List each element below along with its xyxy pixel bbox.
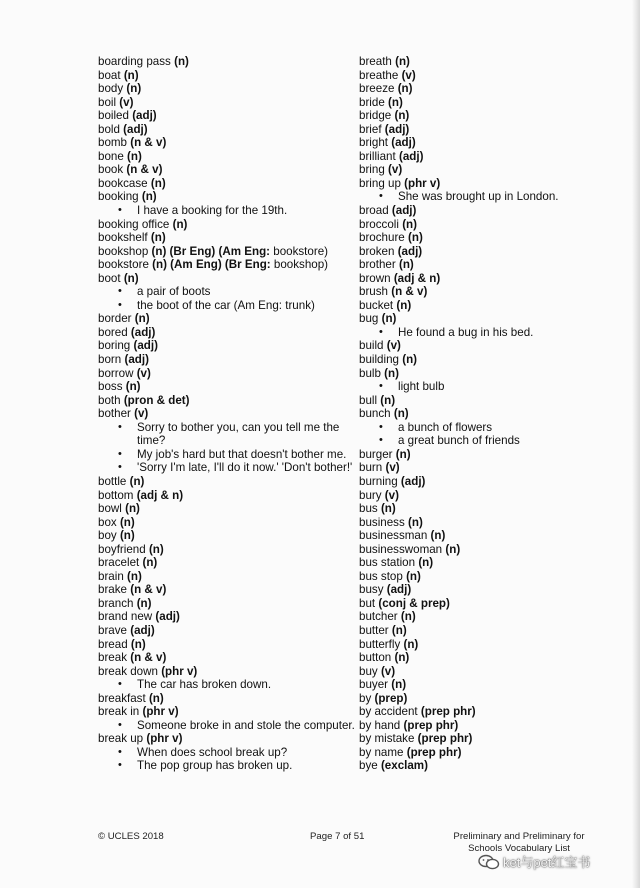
entry-word: by (359, 691, 372, 705)
vocab-entry (359, 624, 619, 638)
entry-word: bring up (359, 176, 401, 190)
entry-part-of-speech: (v) (119, 95, 134, 109)
entry-word: brand new (98, 610, 153, 624)
vocab-entry (359, 665, 619, 679)
entry-word: bull (359, 393, 378, 407)
entry-part-of-speech: (n) (402, 217, 417, 231)
vocab-entry (359, 82, 619, 96)
example-sentence: • Someone broke in and stole the computer. (98, 719, 358, 733)
entry-word: bright (359, 136, 389, 150)
entry-word: bridge (359, 109, 392, 123)
entry-part-of-speech: (adj) (132, 109, 157, 123)
vocab-entry (98, 651, 358, 665)
vocab-entry (98, 218, 358, 232)
entry-part-of-speech: (n) (123, 68, 139, 82)
vocab-entry (98, 692, 358, 706)
vocab-entry (98, 380, 358, 394)
entry-part-of-speech: (phr v) (142, 705, 179, 719)
vocab-entry (359, 570, 619, 584)
vocab-entry (98, 312, 358, 326)
entry-part-of-speech: (adj) (397, 244, 423, 258)
vocab-entry (359, 638, 619, 652)
entry-part-of-speech: (n) (130, 637, 146, 651)
entry-part-of-speech: (adj) (386, 583, 412, 597)
entry-part-of-speech: (n) (408, 515, 423, 529)
vocab-entry (98, 556, 358, 570)
entry-word: brother (359, 258, 396, 272)
entry-word: busy (359, 583, 384, 597)
example-sentence: • I have a booking for the 19th. (98, 204, 358, 218)
example-sentence: • a pair of boots (98, 285, 358, 299)
entry-word: boring (98, 339, 131, 353)
vocab-entry (359, 353, 619, 367)
example-sentence: • 'Sorry I'm late, I'll do it now.' 'Don't bother!' (98, 461, 358, 475)
entry-word: build (359, 339, 384, 353)
entry-word: breeze (359, 82, 395, 96)
vocab-entry (98, 272, 358, 286)
entry-word: broken (359, 244, 395, 258)
entry-part-of-speech: (n & v) (130, 136, 167, 150)
entry-word: break down (98, 664, 158, 678)
entry-part-of-speech: (n) (Am Eng) (Br Eng: (152, 258, 271, 272)
entry-word: brief (359, 122, 382, 136)
entry-part-of-speech: (n) (148, 691, 164, 705)
example-sentence: • a bunch of flowers (359, 421, 619, 435)
entry-word: brilliant (359, 149, 396, 163)
entry-word: boil (98, 95, 117, 109)
entry-word: bookcase (98, 176, 148, 190)
vocab-entry (98, 597, 358, 611)
watermark-text: ket与pet红宝书 (503, 855, 591, 870)
entry-word: businesswoman (359, 542, 443, 556)
vocab-entry (359, 218, 619, 232)
vocab-entry (98, 177, 358, 191)
entry-word: but (359, 596, 376, 610)
entry-part-of-speech: (n & v) (391, 285, 428, 299)
entry-word: burning (359, 474, 398, 488)
entry-part-of-speech: (n) (400, 610, 416, 624)
vocab-entry (359, 489, 619, 503)
entry-word: boy (98, 529, 117, 543)
entry-part-of-speech: (n) (381, 312, 397, 326)
entry-part-of-speech: (n) (119, 515, 135, 529)
entry-part-of-speech: (v) (380, 664, 396, 678)
entry-part-of-speech: (n) (148, 542, 164, 556)
entry-part-of-speech: (n) (125, 380, 141, 394)
entry-word: boarding pass (98, 55, 171, 68)
entry-word: bread (98, 637, 128, 651)
entry-part-of-speech: (n) (134, 312, 150, 326)
vocab-entry (98, 543, 358, 557)
entry-part-of-speech: (n) (394, 651, 410, 665)
example-sentence: • The car has broken down. (98, 678, 358, 692)
vocab-entry (98, 705, 358, 719)
entry-part-of-speech: (adj) (400, 474, 426, 488)
entry-word: breathe (359, 68, 399, 82)
entry-part-of-speech: (prep phr) (417, 732, 473, 746)
entry-word: boot (98, 271, 121, 285)
entry-word: born (98, 353, 122, 367)
entry-part-of-speech: (conj & prep) (378, 596, 450, 610)
entry-word: bowl (98, 502, 122, 516)
entry-word: bookshelf (98, 231, 148, 245)
vocab-entry (98, 82, 358, 96)
entry-word: burger (359, 447, 393, 461)
entry-part-of-speech: (phr v) (404, 176, 441, 190)
entry-word: butter (359, 623, 389, 637)
entry-part-of-speech: (n) (384, 366, 399, 380)
vocab-entry (98, 638, 358, 652)
vocab-entry (359, 69, 619, 83)
entry-part-of-speech: (n) (174, 55, 189, 68)
entry-word: by mistake (359, 732, 415, 746)
vocab-entry (98, 326, 358, 340)
vocab-entry (359, 299, 619, 313)
entry-part-of-speech: (n & v) (130, 583, 167, 597)
entry-word: box (98, 515, 117, 529)
vocab-entry (359, 475, 619, 489)
entry-word: boat (98, 68, 121, 82)
vocab-entry (359, 258, 619, 272)
entry-part-of-speech: (adj) (130, 325, 156, 339)
entry-part-of-speech: (adj) (391, 204, 417, 218)
vocab-entry (359, 583, 619, 597)
entry-part-of-speech: (n) (402, 353, 418, 367)
vocab-entry (359, 204, 619, 218)
vocab-entry (359, 732, 619, 746)
entry-word: brown (359, 271, 391, 285)
entry-part-of-speech: (n & v) (130, 651, 167, 665)
entry-word: bracelet (98, 556, 140, 570)
entry-part-of-speech: (n) (430, 529, 446, 543)
right-column (359, 55, 619, 773)
vocab-entry (359, 285, 619, 299)
entry-part-of-speech: (prep phr) (420, 705, 476, 719)
entry-part-of-speech: (v) (384, 488, 399, 502)
footer-title-line2: Schools Vocabulary List (468, 842, 570, 854)
entry-part-of-speech: (n) (Br Eng) (Am Eng: (151, 244, 271, 258)
vocab-entry (359, 55, 619, 69)
entry-word: by hand (359, 718, 401, 732)
entry-part-of-speech: (n) (142, 556, 158, 570)
entry-part-of-speech: (n) (125, 502, 140, 516)
vocab-entry (359, 163, 619, 177)
entry-word: break up (98, 732, 144, 746)
vocab-entry (359, 245, 619, 259)
vocab-entry (98, 123, 358, 137)
entry-part-of-speech: (n) (380, 502, 396, 516)
entry-word: by name (359, 745, 404, 759)
vocab-entry (359, 96, 619, 110)
entry-word: breakfast (98, 691, 146, 705)
entry-word: broccoli (359, 217, 399, 231)
vocab-entry (98, 583, 358, 597)
example-sentence: • He found a bug in his bed. (359, 326, 619, 340)
entry-word: boiled (98, 109, 129, 123)
entry-part-of-speech: (n) (445, 542, 461, 556)
entry-word: booking (98, 190, 139, 204)
entry-part-of-speech: (prep phr) (403, 718, 459, 732)
entry-word: butterfly (359, 637, 401, 651)
entry-part-of-speech: (adj) (398, 149, 424, 163)
vocab-entry (359, 150, 619, 164)
entry-word: by accident (359, 705, 418, 719)
vocab-entry (359, 339, 619, 353)
entry-part-of-speech: (n) (393, 407, 409, 421)
vocab-entry (98, 190, 358, 204)
example-sentence: • light bulb (359, 380, 619, 394)
vocab-entry (359, 759, 619, 773)
entry-part-of-speech: (n & v) (126, 163, 163, 177)
vocab-entry (98, 610, 358, 624)
footer-title (444, 831, 594, 854)
entry-word: button (359, 651, 392, 665)
vocab-entry (98, 96, 358, 110)
vocab-entry (98, 231, 358, 245)
entry-word: breath (359, 55, 392, 68)
vocab-entry (359, 692, 619, 706)
vocab-entry (98, 570, 358, 584)
vocab-entry (98, 55, 358, 69)
vocab-entry (359, 610, 619, 624)
vocab-entry (359, 272, 619, 286)
vocab-entry (98, 136, 358, 150)
entry-word: break in (98, 705, 140, 719)
vocab-entry (359, 597, 619, 611)
vocab-entry (359, 502, 619, 516)
entry-part-of-speech: (n) (150, 176, 166, 190)
entry-part-of-speech: (adj & n) (393, 271, 441, 285)
entry-word: borrow (98, 366, 134, 380)
entry-word: bookstore (98, 258, 149, 272)
vocab-entry (359, 394, 619, 408)
entry-part-of-speech: (v) (386, 339, 401, 353)
entry-part-of-speech: (n) (396, 298, 412, 312)
entry-word: bomb (98, 136, 128, 150)
vocab-entry (98, 665, 358, 679)
example-sentence: • When does school break up? (98, 746, 358, 760)
vocab-entry (98, 163, 358, 177)
vocab-entry (359, 705, 619, 719)
vocab-entry (359, 678, 619, 692)
entry-word: business (359, 515, 405, 529)
entry-part-of-speech: (n) (398, 258, 414, 272)
entry-part-of-speech: (adj) (130, 623, 155, 637)
entry-word: both (98, 393, 121, 407)
entry-word: brave (98, 623, 128, 637)
entry-part-of-speech: (n) (119, 529, 135, 543)
example-sentence: • She was brought up in London. (359, 190, 619, 204)
entry-part-of-speech: (n) (172, 217, 188, 231)
entry-part-of-speech: (adj) (155, 610, 180, 624)
vocab-entry (98, 150, 358, 164)
entry-word: booking office (98, 217, 170, 231)
entry-part-of-speech: (pron & det) (123, 393, 190, 407)
vocab-entry (98, 475, 358, 489)
entry-word: brush (359, 285, 389, 299)
wechat-icon (478, 854, 500, 870)
entry-part-of-speech: (n) (127, 149, 142, 163)
entry-part-of-speech: (n) (127, 569, 142, 583)
entry-word: brake (98, 583, 128, 597)
entry-part-of-speech: (prep phr) (406, 745, 462, 759)
footer-page-number: Page 7 of 51 (310, 831, 365, 842)
entry-word: break (98, 651, 128, 665)
vocab-entry (98, 516, 358, 530)
entry-part-of-speech: (n) (395, 447, 411, 461)
entry-word: boss (98, 380, 123, 394)
vocab-entry (359, 529, 619, 543)
vocab-entry (98, 69, 358, 83)
vocab-entry (359, 136, 619, 150)
watermark (478, 852, 590, 871)
entry-word: brochure (359, 231, 405, 245)
entry-part-of-speech: (n) (391, 623, 407, 637)
entry-alt-spelling: bookshop) (273, 258, 329, 272)
entry-word: bother (98, 407, 131, 421)
vocab-entry (359, 516, 619, 530)
vocab-entry (98, 394, 358, 408)
entry-word: buyer (359, 678, 389, 692)
vocab-entry (98, 367, 358, 381)
entry-word: bye (359, 759, 378, 773)
entry-part-of-speech: (v) (388, 163, 403, 177)
vocab-entry (98, 529, 358, 543)
vocab-entry (98, 732, 358, 746)
entry-part-of-speech: (adj) (384, 122, 410, 136)
vocab-entry (359, 312, 619, 326)
entry-part-of-speech: (n) (394, 109, 410, 123)
entry-part-of-speech: (n) (380, 393, 396, 407)
entry-part-of-speech: (n) (136, 596, 152, 610)
vocab-entry (359, 367, 619, 381)
vocab-entry (359, 407, 619, 421)
entry-part-of-speech: (v) (401, 68, 416, 82)
vocab-entry (98, 353, 358, 367)
entry-alt-spelling: bookstore) (273, 244, 329, 258)
vocab-entry (359, 746, 619, 760)
entry-part-of-speech: (adj) (391, 136, 416, 150)
entry-part-of-speech: (n) (123, 271, 139, 285)
entry-word: bottom (98, 488, 134, 502)
vocab-entry (98, 245, 358, 259)
footer-copyright: © UCLES 2018 (98, 831, 164, 842)
vocab-entry (359, 109, 619, 123)
vocab-entry (359, 177, 619, 191)
vocab-entry (98, 258, 358, 272)
vocab-entry (359, 448, 619, 462)
entry-part-of-speech: (n) (397, 82, 413, 96)
entry-part-of-speech: (v) (385, 461, 400, 475)
entry-word: bookshop (98, 244, 149, 258)
left-column (98, 55, 358, 773)
entry-word: body (98, 82, 124, 96)
entry-word: bring (359, 163, 385, 177)
entry-part-of-speech: (n) (408, 231, 423, 245)
entry-part-of-speech: (n) (406, 569, 421, 583)
vocab-entry (98, 489, 358, 503)
vocab-entry (359, 461, 619, 475)
vocab-entry (359, 543, 619, 557)
entry-word: burn (359, 461, 383, 475)
entry-word: branch (98, 596, 134, 610)
example-sentence: • a great bunch of friends (359, 434, 619, 448)
vocab-entry (98, 502, 358, 516)
entry-part-of-speech: (v) (134, 407, 149, 421)
footer-title-line1: Preliminary and Preliminary for (453, 831, 585, 842)
entry-word: building (359, 353, 399, 367)
entry-part-of-speech: (n) (129, 474, 145, 488)
entry-word: bus station (359, 556, 416, 570)
entry-word: bulb (359, 366, 381, 380)
entry-part-of-speech: (prep) (374, 691, 408, 705)
vocab-entry (98, 339, 358, 353)
vocab-entry (98, 109, 358, 123)
entry-part-of-speech: (n) (418, 556, 434, 570)
entry-word: bunch (359, 407, 391, 421)
vocab-entry (98, 624, 358, 638)
vocab-entry (359, 719, 619, 733)
entry-part-of-speech: (adj & n) (136, 488, 184, 502)
entry-word: boyfriend (98, 542, 146, 556)
entry-word: book (98, 163, 124, 177)
entry-part-of-speech: (phr v) (161, 664, 198, 678)
entry-word: buy (359, 664, 378, 678)
vocab-entry (359, 231, 619, 245)
entry-word: brain (98, 569, 124, 583)
entry-word: bug (359, 312, 379, 326)
entry-word: bone (98, 149, 124, 163)
entry-part-of-speech: (n) (150, 231, 166, 245)
example-sentence: • My job's hard but that doesn't bother me. (98, 448, 358, 462)
example-sentence: • the boot of the car (Am Eng: trunk) (98, 299, 358, 313)
entry-part-of-speech: (n) (126, 82, 142, 96)
entry-word: bury (359, 488, 382, 502)
entry-part-of-speech: (n) (388, 95, 403, 109)
entry-word: border (98, 312, 132, 326)
entry-word: bucket (359, 298, 394, 312)
page-edge-shadow (632, 0, 640, 888)
example-sentence: • The pop group has broken up. (98, 759, 358, 773)
entry-word: bride (359, 95, 385, 109)
entry-part-of-speech: (adj) (124, 353, 149, 367)
entry-part-of-speech: (n) (403, 637, 419, 651)
example-sentence: • Sorry to bother you, can you tell me the time? (98, 421, 358, 448)
entry-part-of-speech: (n) (395, 55, 410, 68)
entry-word: bottle (98, 474, 127, 488)
entry-word: bus (359, 502, 378, 516)
entry-part-of-speech: (exclam) (380, 759, 428, 773)
entry-word: bored (98, 325, 128, 339)
entry-part-of-speech: (adj) (133, 339, 158, 353)
vocab-entry (98, 407, 358, 421)
vocab-entry (359, 556, 619, 570)
entry-word: businessman (359, 529, 428, 543)
entry-part-of-speech: (n) (141, 190, 157, 204)
vocab-entry (359, 651, 619, 665)
entry-part-of-speech: (adj) (123, 122, 148, 136)
entry-word: bus stop (359, 569, 403, 583)
entry-word: broad (359, 204, 389, 218)
entry-part-of-speech: (n) (391, 678, 407, 692)
entry-part-of-speech: (v) (136, 366, 151, 380)
entry-part-of-speech: (phr v) (146, 732, 183, 746)
entry-word: bold (98, 122, 120, 136)
entry-word: butcher (359, 610, 398, 624)
vocab-entry (359, 123, 619, 137)
